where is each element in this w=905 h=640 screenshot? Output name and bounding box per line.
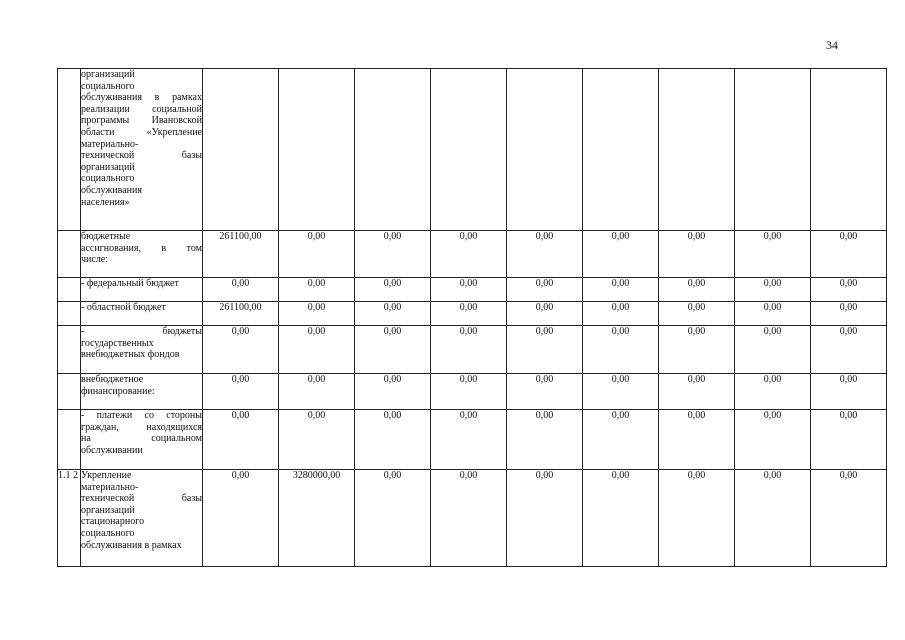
value-cell: 0,00	[507, 326, 583, 374]
value-cell: 0,00	[583, 326, 659, 374]
value-cell: 0,00	[735, 231, 811, 278]
description-line: - бюджеты	[81, 326, 202, 337]
row-number-cell	[58, 278, 81, 302]
table-row	[58, 69, 887, 231]
description-line: ассигнования, в том	[81, 242, 202, 254]
value-cell	[583, 69, 659, 231]
description-cell	[81, 410, 203, 470]
value-cell: 0,00	[203, 374, 279, 410]
description-line: финансирование:	[81, 385, 155, 397]
table-row	[58, 231, 887, 278]
table-row	[58, 302, 887, 326]
value-cell: 0,00	[507, 374, 583, 410]
description-line: внебюджетное	[81, 374, 144, 385]
description-line: - платежи со стороны	[81, 410, 202, 421]
description-line: реализации социальной	[81, 103, 202, 115]
value-cell: 0,00	[507, 302, 583, 326]
description-line: обслуживании	[81, 444, 143, 456]
value-cell	[203, 69, 279, 231]
value-cell: 0,00	[507, 410, 583, 470]
description-line: социального	[81, 173, 135, 185]
description-line: технической базы	[81, 150, 202, 162]
page-number: 34	[826, 38, 838, 52]
description-line: материально-	[81, 481, 139, 493]
description-line: технической базы	[81, 493, 202, 505]
row-number-cell	[58, 69, 81, 231]
value-cell: 0,00	[659, 374, 735, 410]
value-cell: 0,00	[203, 470, 279, 567]
value-cell: 0,00	[735, 302, 811, 326]
description-line: социального	[81, 527, 135, 539]
value-cell: 0,00	[279, 326, 355, 374]
value-cell	[431, 69, 507, 231]
value-cell: 0,00	[659, 278, 735, 302]
description-cell	[81, 470, 203, 567]
value-cell: 0,00	[279, 278, 355, 302]
value-cell	[279, 69, 355, 231]
row-number-cell	[58, 302, 81, 326]
value-cell	[811, 69, 887, 231]
description-line: программы Ивановской	[81, 115, 202, 127]
value-cell: 0,00	[507, 278, 583, 302]
value-cell: 0,00	[431, 302, 507, 326]
value-cell: 0,00	[355, 278, 431, 302]
description-line: организаций	[81, 69, 135, 80]
value-cell: 0,00	[279, 231, 355, 278]
value-cell	[659, 69, 735, 231]
description-line: граждан, находящихся	[81, 421, 202, 433]
value-cell: 0,00	[811, 278, 887, 302]
value-cell: 0,00	[355, 326, 431, 374]
value-cell: 0,00	[431, 470, 507, 567]
value-cell: 0,00	[203, 278, 279, 302]
budget-table	[57, 68, 887, 567]
value-cell: 0,00	[735, 470, 811, 567]
value-cell: 0,00	[583, 278, 659, 302]
value-cell: 0,00	[355, 302, 431, 326]
value-cell: 0,00	[583, 231, 659, 278]
value-cell: 0,00	[735, 410, 811, 470]
value-cell: 0,00	[431, 278, 507, 302]
description-cell	[81, 278, 203, 302]
value-cell	[507, 69, 583, 231]
description-line: материально-	[81, 138, 139, 150]
table-row	[58, 410, 887, 470]
description-line: обслуживания в рамках	[81, 539, 182, 551]
value-cell: 0,00	[583, 410, 659, 470]
value-cell: 0,00	[279, 410, 355, 470]
description-cell	[81, 69, 203, 231]
description-line: стационарного	[81, 516, 145, 528]
value-cell: 261100,00	[203, 302, 279, 326]
value-cell: 0,00	[735, 326, 811, 374]
description-line: числе:	[81, 254, 109, 266]
table-row	[58, 374, 887, 410]
description-line: социального	[81, 80, 135, 92]
description-line: обслуживания	[81, 184, 142, 196]
value-cell: 0,00	[735, 278, 811, 302]
value-cell: 0,00	[355, 410, 431, 470]
value-cell: 0,00	[431, 231, 507, 278]
value-cell: 0,00	[279, 374, 355, 410]
description-line: - областной бюджет	[81, 302, 166, 313]
value-cell: 0,00	[507, 470, 583, 567]
value-cell: 0,00	[659, 302, 735, 326]
description-cell	[81, 231, 203, 278]
value-cell: 0,00	[203, 410, 279, 470]
value-cell: 0,00	[431, 374, 507, 410]
row-number-cell	[58, 374, 81, 410]
value-cell: 0,00	[203, 326, 279, 374]
value-cell: 0,00	[659, 326, 735, 374]
description-line: организаций	[81, 504, 135, 516]
description-cell	[81, 302, 203, 326]
table-row	[58, 470, 887, 567]
description-line: населения»	[81, 196, 130, 208]
value-cell: 0,00	[583, 302, 659, 326]
value-cell: 0,00	[507, 231, 583, 278]
value-cell: 0,00	[431, 326, 507, 374]
value-cell: 3280000,00	[279, 470, 355, 567]
value-cell: 0,00	[583, 470, 659, 567]
value-cell: 0,00	[659, 410, 735, 470]
value-cell: 0,00	[279, 302, 355, 326]
value-cell: 0,00	[811, 410, 887, 470]
value-cell	[355, 69, 431, 231]
value-cell: 0,00	[811, 326, 887, 374]
value-cell: 0,00	[735, 374, 811, 410]
description-line: - федеральный бюджет	[81, 278, 179, 289]
description-line: области «Укрепление	[81, 126, 202, 138]
value-cell: 0,00	[659, 231, 735, 278]
description-line: бюджетные	[81, 231, 131, 242]
value-cell: 0,00	[811, 302, 887, 326]
description-line: государственных	[81, 337, 154, 349]
value-cell: 261100,00	[203, 231, 279, 278]
table-row	[58, 278, 887, 302]
table-row	[58, 326, 887, 374]
row-number-cell	[58, 410, 81, 470]
value-cell: 0,00	[355, 470, 431, 567]
value-cell: 0,00	[811, 374, 887, 410]
row-number-cell	[58, 231, 81, 278]
description-line: организаций	[81, 161, 135, 173]
value-cell: 0,00	[355, 231, 431, 278]
description-line: внебюджетных фондов	[81, 349, 180, 361]
description-line: Укрепление	[81, 470, 132, 481]
value-cell: 0,00	[583, 374, 659, 410]
value-cell: 0,00	[355, 374, 431, 410]
description-cell	[81, 374, 203, 410]
description-line: на социальном	[81, 433, 202, 445]
row-number-cell: 1.1 2	[58, 470, 81, 567]
value-cell: 0,00	[431, 410, 507, 470]
row-number-cell	[58, 326, 81, 374]
value-cell: 0,00	[811, 231, 887, 278]
value-cell: 0,00	[811, 470, 887, 567]
description-cell	[81, 326, 203, 374]
description-line: обслуживания в рамках	[81, 92, 202, 104]
value-cell: 0,00	[659, 470, 735, 567]
value-cell	[735, 69, 811, 231]
